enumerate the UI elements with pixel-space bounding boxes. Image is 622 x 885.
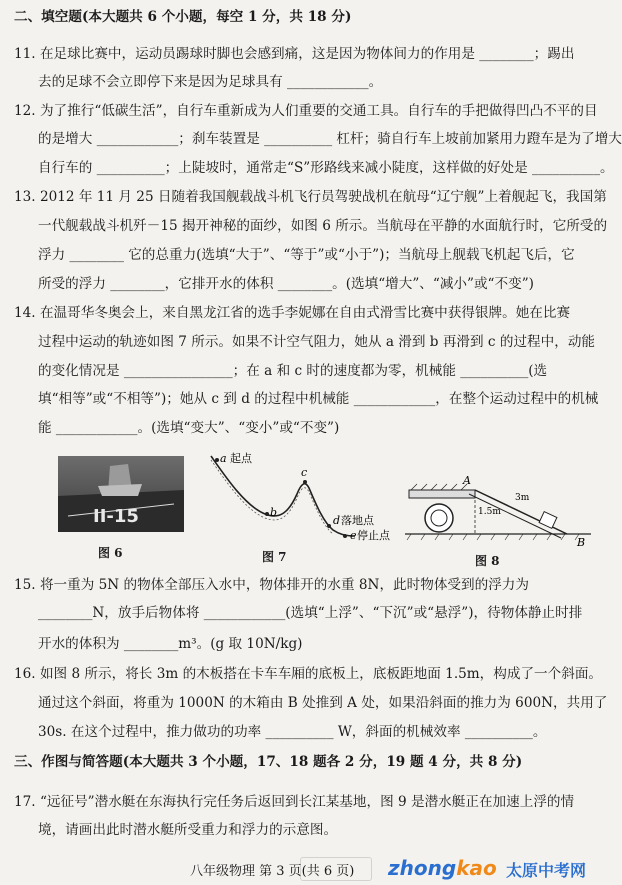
label-height: 1.5m — [478, 507, 501, 517]
label-a: a — [220, 452, 227, 465]
label-e: e — [350, 529, 357, 542]
label-stop: 停止点 — [357, 529, 390, 542]
section-drawing-heading: 三、作图与简答题(本大题共 3 个小题，17、18 题各 2 分，19 题 4 分，共 8 分) — [14, 754, 523, 770]
question-15-line3: 开水的体积为 ________m³。(g 取 10N/kg) — [38, 636, 303, 652]
site-logo — [388, 856, 594, 880]
question-17-line2: 境，请画出此时潜水艇所受重力和浮力的示意图。 — [38, 822, 338, 838]
question-12-line2: 的是增大 ____________；刹车装置是 __________ 杠杆；骑自行车上坡前加紧用力蹬车是为了增大 — [38, 131, 622, 147]
question-17-line1: 17. “远征号”潜水艇在东海执行完任务后返回到长江某基地，图 9 是潜水艇正在加速上浮的情 — [14, 794, 575, 810]
question-13-line1: 13. 2012 年 11 月 25 日随着我国舰载战斗机飞行员驾驶战机在航母“辽宁舰”上着舰起飞，我国第 — [14, 189, 607, 205]
section-fill-blank-heading: 二、填空题(本大题共 6 个小题，每空 1 分，共 18 分) — [14, 9, 352, 25]
question-16-line1: 16. 如图 8 所示，将长 3m 的木板搭在卡车车厢的底板上，底板距地面 1.5m，构成了一个斜面。 — [14, 666, 603, 682]
question-16-line2: 通过这个斜面，将重为 1000N 的木箱由 B 处推到 A 处，如果沿斜面的推力为 600N，共用了 — [38, 695, 608, 711]
question-15-line1: 15. 将一重为 5N 的物体全部压入水中，物体排开的水重 8N，此时物体受到的浮力为 — [14, 577, 529, 593]
question-13-line4: 所受的浮力 ________，它排开水的体积 ________。(选填“增大”、“减小”或“不变”) — [38, 276, 534, 292]
question-12-line1: 12. 为了推行“低碳生活”，自行车重新成为人们重要的交通工具。自行车的手把做得凹凸不平的目 — [14, 103, 598, 119]
question-16-line3: 30s. 在这个过程中，推力做功的功率 __________ W，斜面的机械效率 __________。 — [38, 724, 547, 740]
question-11-line2: 去的足球不会立即停下来是因为足球具有 ____________。 — [38, 74, 383, 90]
figure-6-caption: 图 6 — [98, 546, 123, 560]
label-start: 起点 — [230, 452, 252, 465]
question-13-line3: 浮力 ________ 它的总重力(选填“大于”、“等于”或“小于”)；当航母上舰载飞机起飞后，它 — [38, 247, 575, 263]
question-13-line2: 一代舰载战斗机歼－15 揭开神秘的面纱，如图 6 所示。当航母在平静的水面航行时，它所受的 — [38, 218, 608, 234]
label-landing: 落地点 — [341, 514, 374, 527]
label-b: b — [270, 506, 278, 519]
question-14-line3: 的变化情况是 ________________；在 a 和 c 时的速度都为零，机械能 __________(选 — [38, 363, 548, 379]
label-d: d — [333, 514, 341, 527]
question-14-line1: 14. 在温哥华冬奥会上，来自黑龙江省的选手李妮娜在自由式滑雪比赛中获得银牌。她在比赛 — [14, 305, 571, 321]
figure-8-caption: 图 8 — [475, 554, 500, 568]
logo-chinese-name: 太原中考网 — [506, 861, 587, 880]
label-B: B — [577, 536, 586, 549]
page-number: 八年级物理 第 3 页(共 6 页) — [190, 864, 355, 879]
deck-marking: II-15 — [93, 506, 139, 527]
question-14-line2: 过程中运动的轨迹如图 7 所示。如果不计空气阻力，她从 a 滑到 b 再滑到 c 的过程中，动能 — [38, 334, 596, 350]
figure-7-ski-trajectory — [205, 446, 390, 546]
question-14-line4: 填“相等”或“不相等”)；她从 c 到 d 的过程中机械能 ____________，在整个运动过程中的机械 — [38, 391, 599, 407]
stamp-mark — [300, 857, 372, 881]
label-A: A — [463, 474, 471, 487]
figure-6-carrier-photo — [58, 456, 184, 532]
figure-8-ramp-diagram — [405, 468, 595, 548]
label-c: c — [301, 466, 308, 479]
question-12-line3: 自行车的 __________；上陡坡时，通常走“S”形路线来减小陡度，这样做的好处是 __________。 — [38, 160, 614, 176]
question-14-line5: 能 ____________。(选填“变大”、“变小”或“不变”) — [38, 420, 340, 436]
logo-wordmark: zhongkao — [388, 856, 497, 880]
label-length: 3m — [515, 493, 530, 503]
page-footer — [0, 854, 600, 882]
question-11-line1: 11. 在足球比赛中，运动员踢球时脚也会感到痛，这是因为物体间力的作用是 ________；踢出 — [14, 46, 575, 62]
question-15-line2: ________N，放手后物体将 ____________(选填“上浮”、“下沉”或“悬浮”)，待物体静止时排 — [38, 605, 583, 621]
figure-7-caption: 图 7 — [262, 550, 287, 564]
